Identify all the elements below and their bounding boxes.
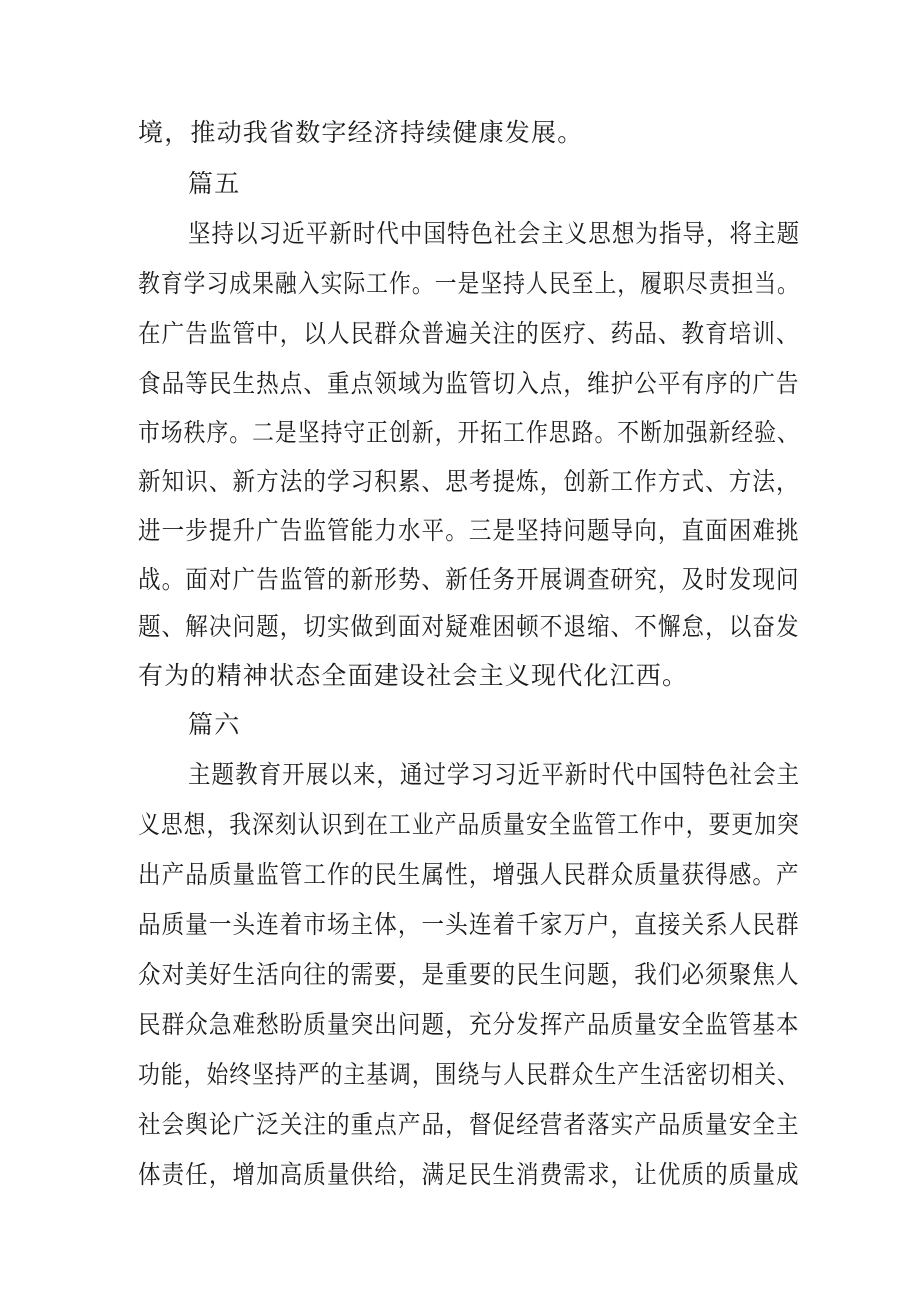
text-line-20: 功能，始终坚持严的主基调，围绕与人民群众生产生活密切相关、: [138, 1060, 800, 1089]
text-line-18: 众对美好生活向往的需要，是重要的民生问题，我们必须聚焦人: [138, 960, 800, 989]
text-line-7: 市场秩序。二是坚持守正创新，开拓工作思路。不断加强新经验、: [138, 418, 800, 447]
text-line-6: 食品等民生热点、重点领域为监管切入点，维护公平有序的广告: [138, 369, 800, 398]
text-line-9: 进一步提升广告监管能力水平。三是坚持问题导向，直面困难挑: [138, 516, 800, 545]
text-line-1: 境，推动我省数字经济持续健康发展。: [138, 118, 584, 147]
text-line-11: 题、解决问题，切实做到面对疑难困顿不退缩、不懈怠，以奋发: [138, 612, 800, 641]
text-line-16: 出产品质量监管工作的民生属性，增强人民群众质量获得感。产: [138, 860, 800, 889]
section-heading-5: 篇五: [188, 169, 241, 198]
text-line-17: 品质量一头连着市场主体，一头连着千家万户，直接关系人民群: [138, 910, 800, 939]
text-line-12: 有为的精神状态全面建设社会主义现代化江西。: [138, 661, 689, 690]
text-line-4: 教育学习成果融入实际工作。一是坚持人民至上，履职尽责担当。: [138, 269, 800, 298]
text-line-3: 坚持以习近平新时代中国特色社会主义思想为指导，将主题: [188, 219, 801, 248]
section-heading-6: 篇六: [188, 710, 241, 739]
text-line-15: 义思想，我深刻认识到在工业产品质量安全监管工作中，要更加突: [138, 810, 800, 839]
text-line-14: 主题教育开展以来，通过学习习近平新时代中国特色社会主: [188, 760, 801, 789]
text-line-22: 体责任，增加高质量供给，满足民生消费需求，让优质的质量成: [138, 1160, 800, 1189]
text-line-8: 新知识、新方法的学习积累、思考提炼，创新工作方式、方法，: [138, 467, 800, 496]
text-line-10: 战。面对广告监管的新形势、新任务开展调查研究，及时发现问: [138, 565, 800, 594]
text-line-5: 在广告监管中，以人民群众普遍关注的医疗、药品、教育培训、: [138, 319, 800, 348]
text-line-19: 民群众急难愁盼质量突出问题，充分发挥产品质量安全监管基本: [138, 1010, 800, 1039]
text-line-21: 社会舆论广泛关注的重点产品，督促经营者落实产品质量安全主: [138, 1110, 800, 1139]
